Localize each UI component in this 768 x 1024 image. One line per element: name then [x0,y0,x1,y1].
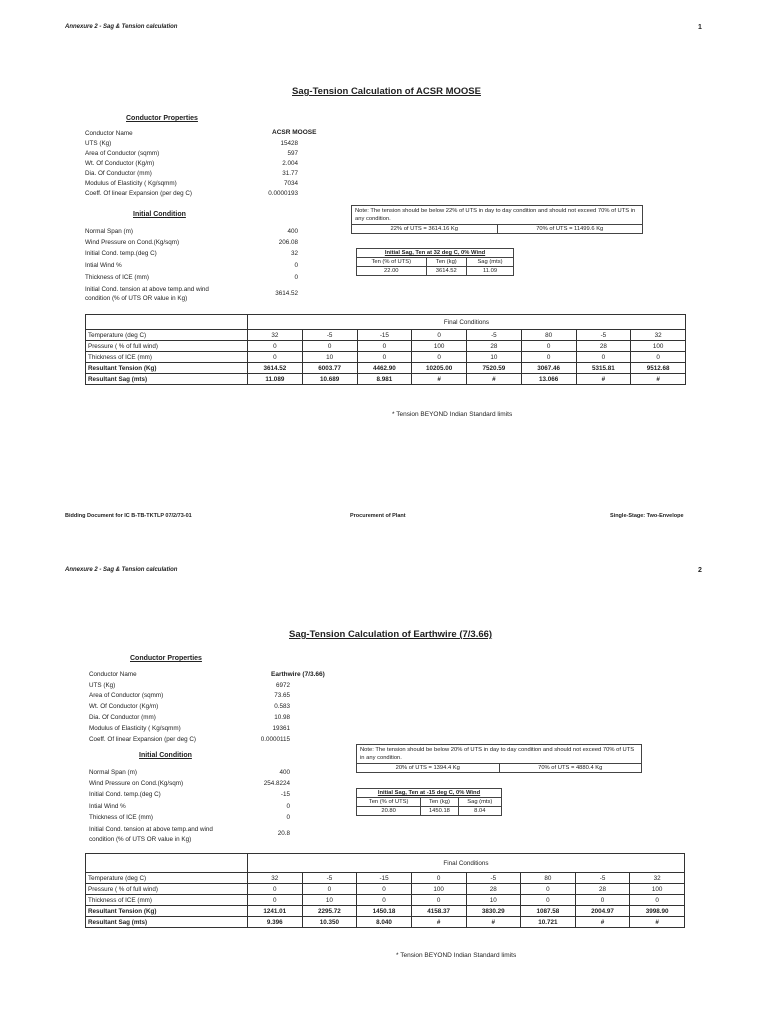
row-label: Resultant Tension (Kg) [86,906,248,917]
property-label: Conductor Name [85,130,133,137]
property-value: Earthwire (7/3.66) [271,671,325,678]
table-cell: 80 [521,873,576,884]
footer-left: Bidding Document for IC B-TB-TKTLP 07/2/73-01 [65,513,192,519]
initial-sag-table [356,788,502,816]
table-cell: -5 [576,330,631,341]
property-value: 0.0000193 [268,190,298,197]
table-cell: -5 [466,873,521,884]
table-cell: 0 [412,330,467,341]
table-cell: 2295.72 [302,906,357,917]
initial-label: Normal Span (m) [89,769,137,776]
property-value: 6972 [275,682,290,689]
table-cell: 10.350 [302,917,357,928]
table-cell: 9.396 [248,917,303,928]
property-value: ACSR MOOSE [272,129,317,136]
note-text: Note: The tension should be below 20% of UTS in day to day condition and should not exceed 70% of UTS in any condition. [360,747,635,761]
final-conditions-table [85,314,686,385]
property-label: Area of Conductor (sqmm) [85,150,160,157]
table-cell: 0 [411,873,466,884]
table-cell: 0 [357,884,412,895]
initial-label: Intial Wind % [85,262,122,269]
initial-sag-header: Sag (mts) [458,798,501,807]
table-cell: 0 [631,352,686,363]
table-cell: 0 [248,884,303,895]
property-value: 31.77 [282,170,298,177]
table-cell: -15 [357,873,412,884]
row-label: Resultant Sag (mts) [86,374,248,385]
table-cell: 32 [631,330,686,341]
property-label: UTS (Kg) [89,682,116,689]
initial-value: -15 [280,791,290,798]
table-cell: 100 [631,341,686,352]
table-cell: 11.089 [248,374,303,385]
table-cell: 0 [630,895,685,906]
row-label: Temperature (deg C) [86,330,248,341]
initial-sag-header: Ten (% of UTS) [357,798,421,807]
page-header: Annexure 2 - Sag & Tension calculation [65,24,178,30]
initial-label: Normal Span (m) [85,228,133,235]
property-label: Modulus of Elasticity ( Kg/sqmm) [89,725,181,732]
page-number: 2 [698,567,702,574]
property-value: 73.65 [274,692,290,699]
final-conditions-table [85,853,685,928]
property-label: Dia. Of Conductor (mm) [89,714,156,721]
table-row [86,352,686,363]
table-cell: 9512.68 [631,363,686,374]
property-value: 597 [287,150,298,157]
property-label: Conductor Name [89,671,137,678]
table-cell: 10 [467,352,522,363]
table-cell: 10 [466,895,521,906]
table-cell: 10 [302,895,357,906]
table-cell: 100 [412,341,467,352]
table-row [86,374,686,385]
table-cell: 10.721 [521,917,576,928]
table-cell: 28 [576,341,631,352]
initial-sag-caption: Initial Sag, Ten at 32 deg C, 0% Wind [357,249,514,258]
property-label: Area of Conductor (sqmm) [89,692,164,699]
table-cell: 7520.59 [467,363,522,374]
property-label: Coeff. Of linear Expansion (per deg C) [85,190,192,197]
table-cell: 28 [466,884,521,895]
table-row [86,330,686,341]
table-cell: 32 [248,330,303,341]
table-cell: -5 [302,873,357,884]
property-value: 0.583 [274,703,290,710]
footer-center: Procurement of Plant [350,513,406,519]
initial-tension-value: 3614.52 [275,290,298,297]
final-conditions-heading: Final Conditions [248,315,686,330]
table-cell: 0 [521,341,576,352]
table-row [86,884,685,895]
table-row [86,873,685,884]
table-cell: 28 [467,341,522,352]
table-cell: 0 [357,341,412,352]
initial-tension-label: condition (% of UTS OR value in Kg) [85,295,188,302]
initial-value: 206.08 [278,239,298,246]
property-value: 0.0000115 [260,736,290,743]
table-cell: 0 [521,884,576,895]
note-limit-day: 22% of UTS = 3614.16 Kg [390,226,458,232]
initial-value: 0 [286,803,290,810]
initial-label: Thickness of ICE (mm) [89,814,154,821]
table-cell: 32 [248,873,303,884]
table-cell: # [630,917,685,928]
table-cell: -5 [467,330,522,341]
table-row [86,341,686,352]
table-cell: 0 [248,352,303,363]
table-cell: 0 [357,895,412,906]
initial-label: Thickness of ICE (mm) [85,274,150,281]
table-cell: 1450.18 [357,906,412,917]
table-cell: -5 [302,330,357,341]
initial-value: 254.8224 [263,780,290,787]
table-row [86,917,685,928]
page-title: Sag-Tension Calculation of ACSR MOOSE [292,86,481,97]
footnote: * Tension BEYOND Indian Standard limits [392,411,513,418]
table-cell: 0 [302,341,357,352]
property-label: UTS (Kg) [85,140,112,147]
page-header: Annexure 2 - Sag & Tension calculation [65,567,178,573]
note-box [356,744,642,773]
table-cell: 5315.81 [576,363,631,374]
initial-value: 400 [287,228,298,235]
initial-sag-header: Ten (kg) [421,798,458,807]
property-value: 15428 [280,140,298,147]
table-cell: 8.040 [357,917,412,928]
property-label: Dia. Of Conductor (mm) [85,170,152,177]
table-cell: 2004.97 [575,906,630,917]
initial-sag-caption: Initial Sag, Ten at -15 deg C, 0% Wind [357,789,502,798]
table-cell: -15 [357,330,412,341]
row-label: Pressure ( % of full wind) [86,884,248,895]
property-label: Wt. Of Conductor (Kg/m) [85,160,155,167]
initial-condition-heading: Initial Condition [139,752,192,759]
conductor-properties-heading: Conductor Properties [130,655,202,662]
initial-label: Wind Pressure on Cond.(Kg/sqm) [85,239,180,246]
initial-label: Initial Cond. temp.(deg C) [85,250,157,257]
table-cell: # [466,917,521,928]
table-cell: 13.066 [521,374,576,385]
initial-tension-label: Initial Cond. tension at above temp.and wind [89,826,213,833]
table-cell: 100 [411,884,466,895]
table-cell: 32 [630,873,685,884]
row-label: Resultant Sag (mts) [86,917,248,928]
note-limit-max: 70% of UTS = 4880.4 Kg [499,764,642,772]
initial-tension-value: 20.8 [277,830,290,837]
table-cell: 3998.90 [630,906,685,917]
table-cell: # [576,374,631,385]
page-number: 1 [698,24,702,31]
table-row [86,363,686,374]
property-label: Coeff. Of linear Expansion (per deg C) [89,736,196,743]
table-cell: 8.981 [357,374,412,385]
note-box [351,205,643,234]
page-title: Sag-Tension Calculation of Earthwire (7/3.66) [289,629,493,640]
table-cell: 0 [576,352,631,363]
table-cell: 10205.00 [412,363,467,374]
initial-sag-value: 11.09 [467,267,514,276]
table-cell: 0 [248,895,303,906]
table-cell: # [631,374,686,385]
initial-sag-header: Ten (kg) [426,258,466,267]
final-conditions-heading: Final Conditions [248,854,685,873]
table-cell: 0 [575,895,630,906]
row-label: Pressure ( % of full wind) [86,341,248,352]
note-limit-day: 20% of UTS = 1394.4 Kg [395,765,460,771]
table-cell: -5 [575,873,630,884]
table-cell: 100 [630,884,685,895]
initial-sag-value: 20.80 [357,807,421,816]
table-cell: 0 [248,341,303,352]
table-cell: 3614.52 [248,363,303,374]
table-cell: 3830.29 [466,906,521,917]
initial-sag-value: 1450.18 [421,807,458,816]
initial-value: 32 [290,250,298,257]
initial-value: 0 [294,262,298,269]
table-cell: # [467,374,522,385]
initial-value: 0 [286,814,290,821]
initial-sag-header: Sag (mts) [467,258,514,267]
note-text: Note: The tension should be below 22% of UTS in day to day condition and should not exceed 70% of UTS in any condition. [355,208,636,222]
row-label: Thickness of ICE (mm) [86,895,248,906]
initial-value: 0 [294,274,298,281]
property-value: 19361 [272,725,290,732]
initial-label: Intial Wind % [89,803,126,810]
initial-tension-label: condition (% of UTS OR value in Kg) [89,836,192,843]
table-row [86,906,685,917]
table-cell: 6003.77 [302,363,357,374]
table-cell: 3067.46 [521,363,576,374]
row-label: Temperature (deg C) [86,873,248,884]
property-value: 10.98 [274,714,290,721]
initial-condition-heading: Initial Condition [133,211,186,218]
table-row [86,895,685,906]
table-cell: 10.689 [302,374,357,385]
row-label: Resultant Tension (Kg) [86,363,248,374]
table-cell: 0 [302,884,357,895]
table-cell: 0 [521,895,576,906]
initial-sag-value: 3614.52 [426,267,466,276]
table-cell: 4158.37 [411,906,466,917]
table-cell: 80 [521,330,576,341]
initial-sag-table [356,248,514,276]
footnote: * Tension BEYOND Indian Standard limits [396,952,517,959]
table-cell: # [411,917,466,928]
initial-sag-value: 8.04 [458,807,501,816]
table-cell: 0 [411,895,466,906]
note-limit-max: 70% of UTS = 11499.6 Kg [497,225,643,233]
row-label: Thickness of ICE (mm) [86,352,248,363]
table-cell: 0 [521,352,576,363]
initial-label: Wind Pressure on Cond.(Kg/sqm) [89,780,184,787]
conductor-properties-heading: Conductor Properties [126,115,198,122]
table-cell: # [575,917,630,928]
property-value: 2.004 [282,160,298,167]
property-value: 7034 [283,180,298,187]
footer-right: Single-Stage: Two-Envelope [610,513,684,519]
table-cell: 1241.01 [248,906,303,917]
initial-sag-header: Ten (% of UTS) [357,258,427,267]
table-cell: 28 [575,884,630,895]
initial-tension-label: Initial Cond. tension at above temp.and wind [85,286,209,293]
initial-value: 400 [279,769,290,776]
table-cell: 10 [302,352,357,363]
table-cell: 4462.90 [357,363,412,374]
table-cell: 0 [412,352,467,363]
property-label: Wt. Of Conductor (Kg/m) [89,703,159,710]
initial-sag-value: 22.00 [357,267,427,276]
table-cell: # [412,374,467,385]
initial-label: Initial Cond. temp.(deg C) [89,791,161,798]
table-cell: 1087.58 [521,906,576,917]
property-label: Modulus of Elasticity ( Kg/sqmm) [85,180,177,187]
table-cell: 0 [357,352,412,363]
